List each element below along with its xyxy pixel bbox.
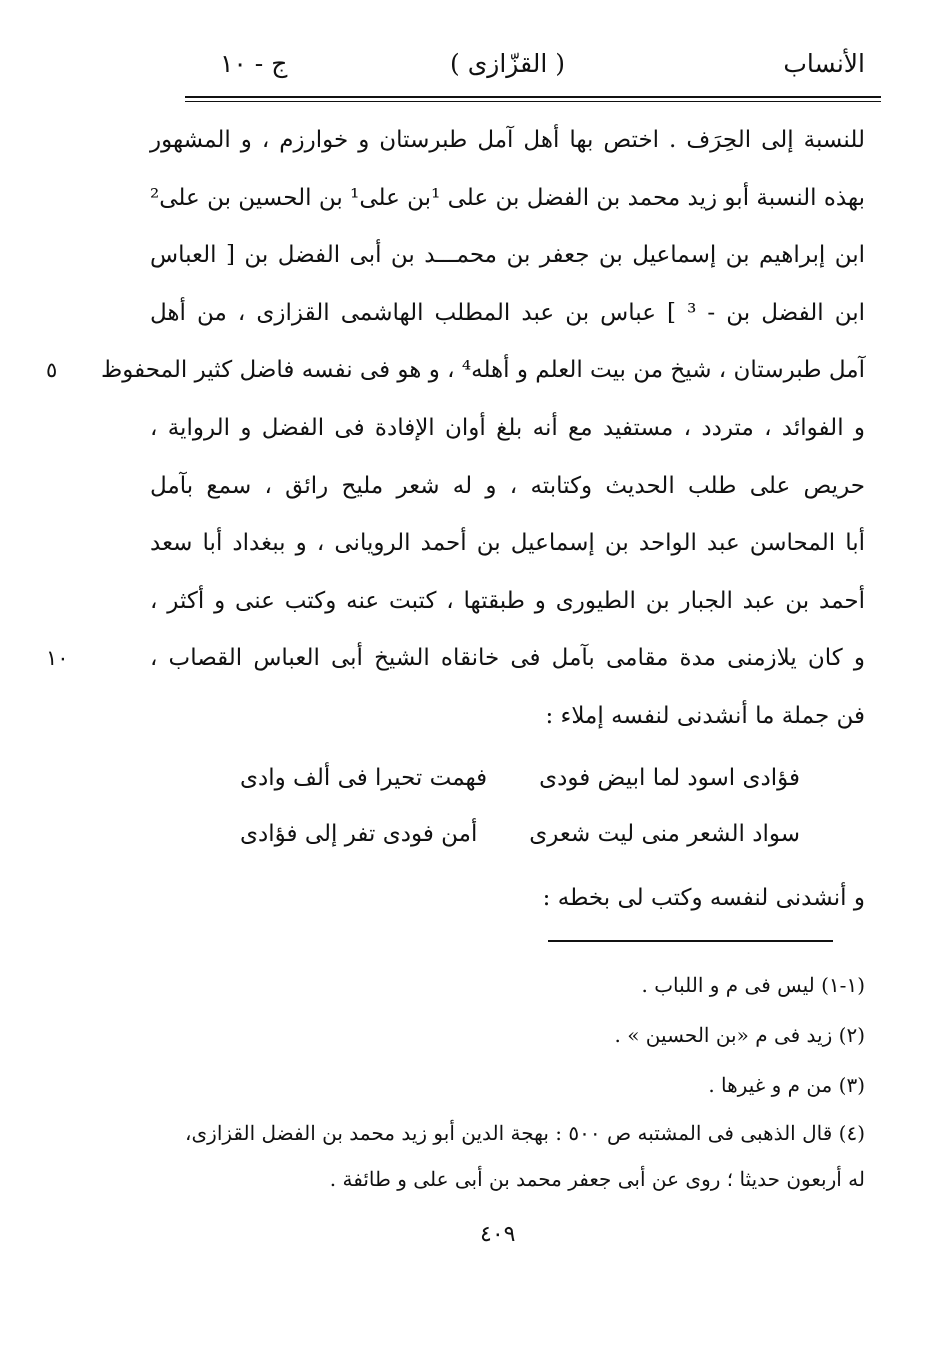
verse-first-hemistich: فؤادى اسود لما ابيض فودى [539,765,800,791]
footnote: (٤) قال الذهبى فى المشتبه ص ٥٠٠ : بهجة الدين أبو زيد محمد بن الفضل القزازى، [185,1121,865,1145]
footnote: (١-١) ليس فى م و اللباب . [641,973,865,997]
footnotes [185,960,865,1202]
text-line: ابن الفضل بن - ³ ] عباس بن عبد المطلب الهاشمى القزازى ، من أهل [150,299,866,326]
main-text [46,112,866,746]
verse-first-hemistich: سواد الشعر منى ليت شعرى [529,821,800,847]
verse-second-hemistich: فهمت تحيرا فى ألف وادى [240,765,488,791]
header-rule [185,96,881,98]
header-book-title: الأنساب [783,49,865,78]
text-line: و كان يلازمنى مدة مقامى بآمل فى خانقاه الشيخ أبى العباس القصاب ، [150,645,865,672]
running-header [150,44,865,84]
poem [200,750,800,862]
verse-second-hemistich: أمن فودى تفر إلى فؤادى [240,821,478,847]
text-line: ابن إبراهيم بن إسماعيل بن جعفر بن محمـــد بن أبى الفضل بن [ العباس [150,242,865,269]
page-number: ٤٠٩ [480,1222,516,1247]
footnote: (٣) من م و غيرها . [708,1073,865,1097]
text-line: فن جملة ما أنشدنى لنفسه إملاء : [545,702,865,729]
header-volume: ج - ١٠ [220,49,288,78]
text-line: أحمد بن عبد الجبار بن الطيورى و طبقتها ، كتبت عنه وكتب عنى و أكثر ، [150,587,865,614]
line-number-10: ١٠ [46,646,69,671]
text-line: آمل طبرستان ، شيخ من بيت العلم و أهله⁴ ، و هو فى نفسه فاضل كثير المحفوظ [100,357,865,384]
header-rule-thin [185,101,881,102]
text-line: للنسبة إلى الحِرَف . اختص بها أهل آمل طبرستان و خوارزم ، و المشهور [150,127,865,153]
text-line: أبا المحاسن عبد الواحد بن إسماعيل بن أحمد الرويانى ، و ببغداد أبا سعد [150,530,865,557]
text-line: بهذه النسبة أبو زيد محمد بن الفضل بن على ¹بن على¹ بن الحسين بن على² [150,184,865,211]
text-line: و الفوائد ، متردد ، مستفيد مع أنه بلغ أوان الإفادة فى الفضل و الرواية ، [150,414,865,441]
text-line: حريص على طلب الحديث وكتابته ، و له شعر مليح رائق ، سمع بآمل [150,472,865,499]
header-entry-title: ( القزّازى ) [450,49,565,78]
verse-line [200,806,800,862]
verse-line [200,750,800,806]
footnote: (٢) زيد فى م «بن الحسين » . [614,1023,865,1047]
footnote-rule [548,940,833,942]
line-number-5: ٥ [46,358,58,383]
closing-line: و أنشدنى لنفسه وكتب لى بخطه : [542,885,865,911]
footnote-continuation: له أربعون حديثا ؛ روى عن أبى جعفر محمد بن أبى على و طائفة . [329,1167,865,1191]
